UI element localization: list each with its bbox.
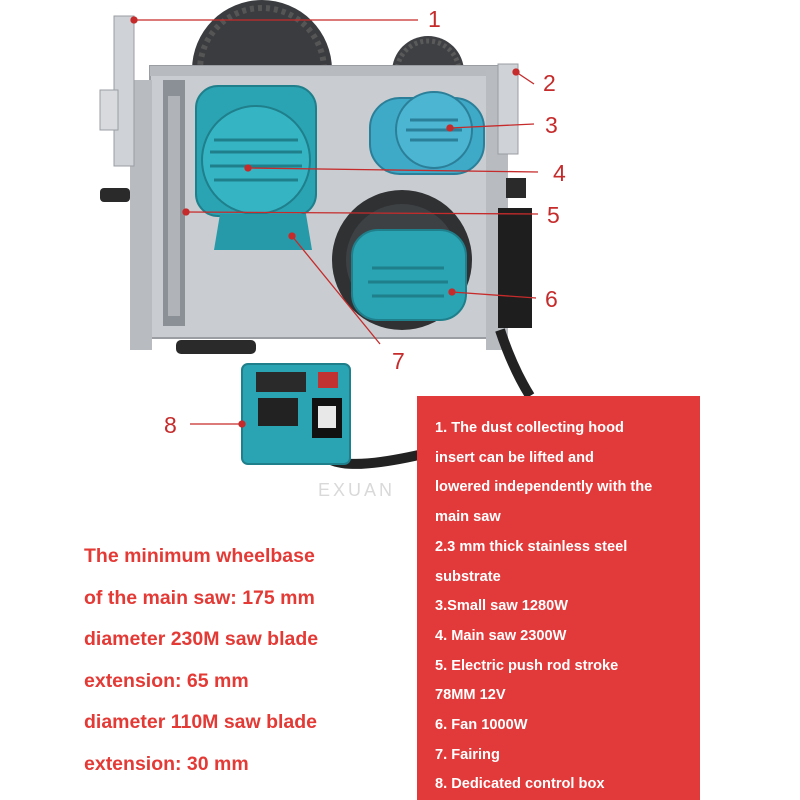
legend-line: 78MM 12V <box>435 687 506 704</box>
fairing <box>214 214 312 250</box>
callout-5: 5 <box>547 202 560 228</box>
side-bracket <box>498 208 532 328</box>
callout-7: 7 <box>392 348 405 374</box>
legend-line: 3.Small saw 1280W <box>435 598 569 615</box>
legend-line: insert can be lifted and <box>435 449 594 466</box>
callout-2: 2 <box>543 70 556 96</box>
legend-line: 1. The dust collecting hood <box>435 420 624 436</box>
legend-line: 8. Dedicated control box <box>435 776 605 793</box>
spec-line: extension: 65 mm <box>84 669 249 692</box>
watermark: EXUAN <box>318 480 396 500</box>
small-saw-motor <box>370 92 484 174</box>
legend-panel <box>417 396 700 800</box>
callout-8: 8 <box>164 412 177 438</box>
spec-line: extension: 30 mm <box>84 752 249 775</box>
spec-line: The minimum wheelbase <box>84 545 315 567</box>
crank-handle <box>176 340 256 354</box>
callout-4: 4 <box>553 160 566 186</box>
spec-line: diameter 230M saw blade <box>84 628 319 651</box>
spec-line: of the main saw: 175 mm <box>84 586 315 609</box>
spec-text-block <box>84 536 404 786</box>
callout-6: 6 <box>545 286 558 312</box>
legend-line: 5. Electric push rod stroke <box>435 657 619 674</box>
control-box <box>242 364 350 464</box>
legend-line: 2.3 mm thick stainless steel <box>435 538 628 555</box>
callout-1: 1 <box>428 6 441 32</box>
legend-line: 6. Fan 1000W <box>435 717 528 734</box>
callout-3: 3 <box>545 112 558 138</box>
legend-line: lowered independently with the <box>435 479 653 496</box>
electric-push-rod <box>163 80 185 326</box>
main-saw-motor <box>196 86 316 216</box>
fan-motor <box>352 230 466 320</box>
legend-line: 4. Main saw 2300W <box>435 627 567 644</box>
legend-line: main saw <box>435 509 501 526</box>
legend-line: 7. Fairing <box>435 746 500 763</box>
spec-line: diameter 110M saw blade <box>84 711 318 734</box>
legend-line: substrate <box>435 568 501 585</box>
